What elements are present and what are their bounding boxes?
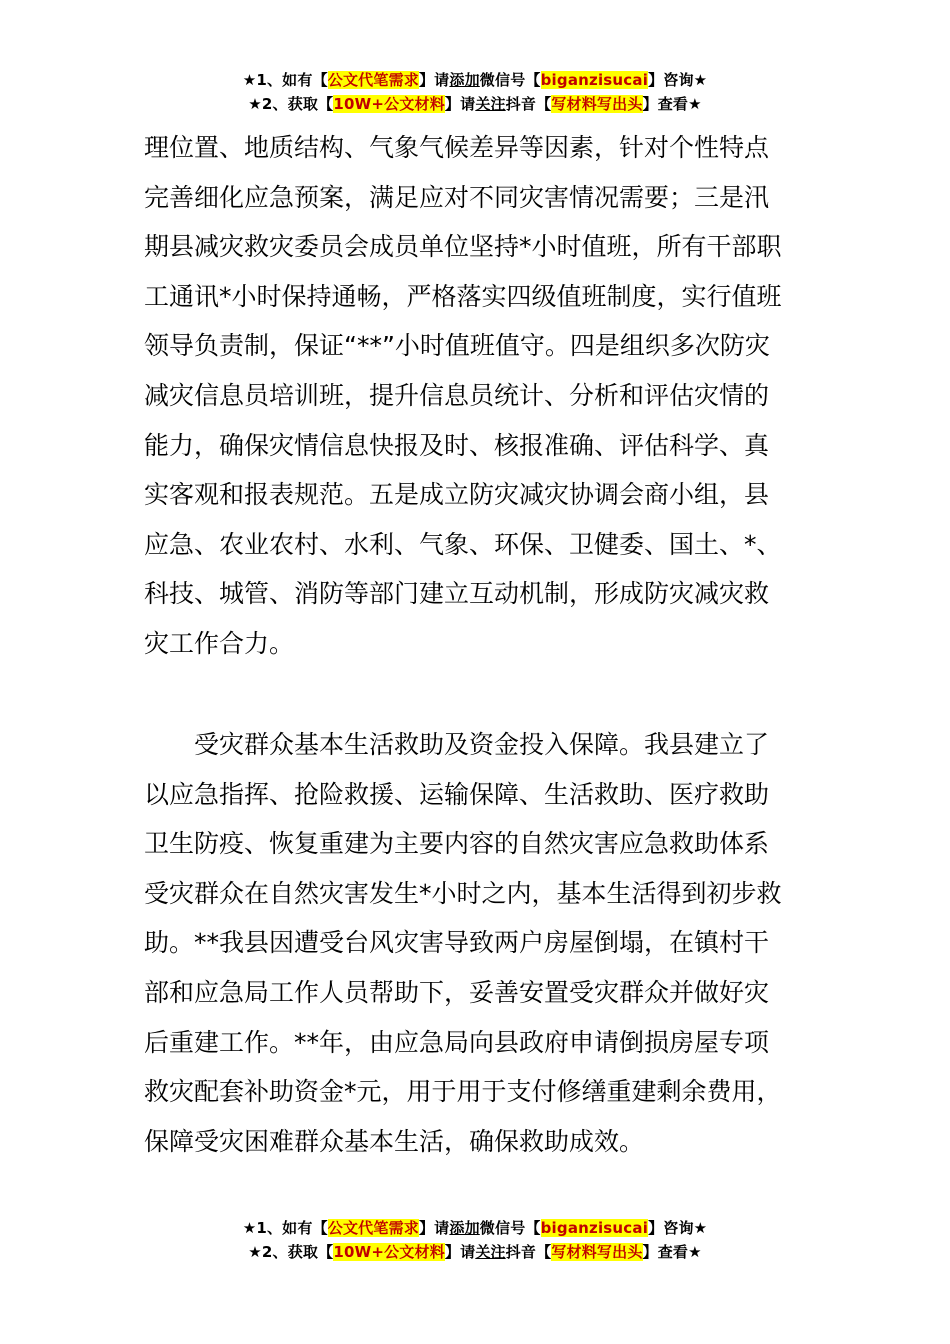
banner-line-1 [0, 68, 950, 92]
banner-text: 】请 [444, 1243, 476, 1261]
banner-text: 抖音【 [505, 1243, 552, 1261]
text-line: 科技、城管、消防等部门建立互动机制，形成防灾减灾救 [144, 579, 770, 609]
banner-text: 】查看★ [642, 1243, 702, 1261]
footer-banner [0, 1216, 950, 1264]
banner-highlight: 写材料写出头 [551, 95, 643, 113]
text-line: 助。**我县因遭受台风灾害导致两户房屋倒塌，在镇村干 [144, 928, 770, 958]
text-line: 救灾配套补助资金*元，用于用于支付修缮重建剩余费用， [144, 1077, 782, 1107]
banner-underline: 添加 [449, 1219, 480, 1237]
banner-text: ★1、如有【 [242, 1219, 328, 1237]
banner-text: 抖音【 [505, 95, 552, 113]
text-line: 应急、农业农村、水利、气象、环保、卫健委、国土、*、 [144, 529, 782, 559]
banner-underline: 关注 [475, 95, 506, 113]
banner-highlight: 写材料写出头 [551, 1243, 643, 1261]
text-line: 工通讯*小时保持通畅，严格落实四级值班制度，实行值班 [144, 281, 782, 311]
banner-highlight: 10W+公文材料 [333, 1243, 445, 1261]
banner-line-2 [0, 92, 950, 116]
banner-highlight: 公文代笔需求 [327, 1219, 419, 1237]
banner-underline: 关注 [475, 1243, 506, 1261]
banner-highlight: 10W+公文材料 [333, 95, 445, 113]
text-line: 保障受灾困难群众基本生活，确保救助成效。 [144, 1126, 645, 1156]
banner-highlight: biganzisucai [540, 71, 649, 89]
banner-text: 】请 [418, 71, 450, 89]
paragraph-1 [144, 123, 809, 669]
banner-text: 】请 [444, 95, 476, 113]
banner-underline: 添加 [449, 71, 480, 89]
header-banner [0, 68, 950, 116]
banner-line-2 [0, 1240, 950, 1264]
banner-text: 微信号【 [479, 1219, 541, 1237]
banner-text: ★2、获取【 [248, 1243, 334, 1261]
banner-line-1 [0, 1216, 950, 1240]
banner-text: 】请 [418, 1219, 450, 1237]
banner-highlight: biganzisucai [540, 1219, 649, 1237]
banner-text: ★2、获取【 [248, 95, 334, 113]
text-line: 受灾群众基本生活救助及资金投入保障。我县建立了 [194, 730, 770, 759]
banner-text: ★1、如有【 [242, 71, 328, 89]
paragraph-2 [144, 720, 809, 1166]
text-line: 后重建工作。**年，由应急局向县政府申请倒损房屋专项 [144, 1027, 770, 1057]
text-line: 领导负责制，保证“**”小时值班值守。四是组织多次防灾 [144, 331, 770, 361]
text-line: 能力，确保灾情信息快报及时、核报准确、评估科学、真 [144, 430, 770, 460]
text-line: 灾工作合力。 [144, 628, 295, 658]
text-line: 以应急指挥、抢险救援、运输保障、生活救助、医疗救助 [144, 779, 770, 809]
text-line: 理位置、地质结构、气象气候差异等因素，针对个性特点 [144, 133, 770, 162]
text-line: 期县减灾救灾委员会成员单位坚持*小时值班，所有干部职 [144, 232, 782, 262]
text-line: 实客观和报表规范。五是成立防灾减灾协调会商小组，县 [144, 480, 770, 510]
text-line: 卫生防疫、恢复重建为主要内容的自然灾害应急救助体系 [144, 829, 770, 859]
banner-text: 】咨询★ [648, 71, 708, 89]
banner-text: 】查看★ [642, 95, 702, 113]
text-line: 减灾信息员培训班，提升信息员统计、分析和评估灾情的 [144, 380, 770, 410]
text-line: 完善细化应急预案，满足应对不同灾害情况需要；三是汛 [144, 182, 770, 212]
text-line: 部和应急局工作人员帮助下，妥善安置受灾群众并做好灾 [144, 977, 770, 1007]
banner-text: 】咨询★ [648, 1219, 708, 1237]
banner-highlight: 公文代笔需求 [327, 71, 419, 89]
banner-text: 微信号【 [479, 71, 541, 89]
text-line: 受灾群众在自然灾害发生*小时之内，基本生活得到初步救 [144, 878, 782, 908]
